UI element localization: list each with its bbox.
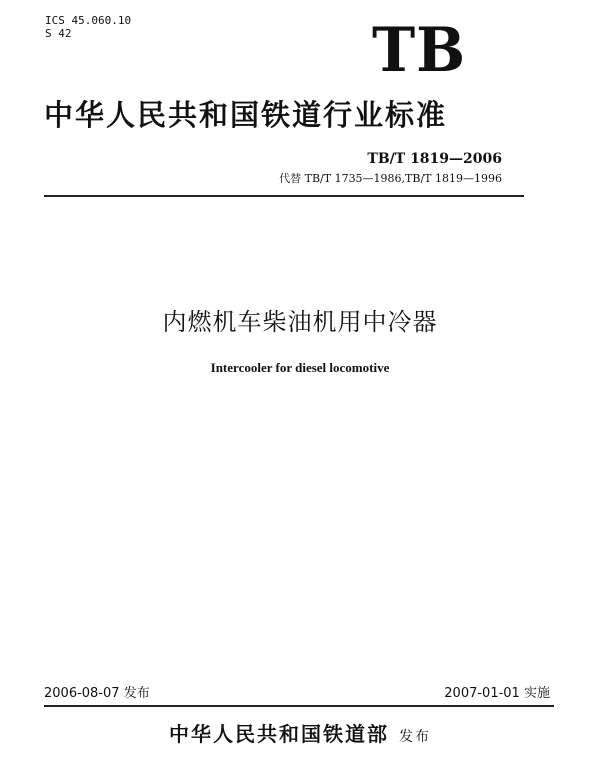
implement-label: 实施	[523, 686, 550, 701]
replaces-note: 代替 TB/T 1735—1986,TB/T 1819—1996	[279, 172, 502, 185]
ics-code: ICS 45.060.10	[45, 14, 132, 27]
document-title-cn: 内燃机车柴油机用中冷器	[162, 308, 438, 336]
implement-date-line	[444, 686, 550, 702]
publish-date: 2006-08-07	[44, 686, 120, 701]
publish-date-line	[44, 686, 150, 702]
issuer-line	[0, 722, 600, 749]
issuer-suffix: 发布	[399, 729, 431, 745]
ics-code-block	[45, 14, 131, 40]
document-title-en: Intercooler for diesel locomotive	[210, 360, 390, 375]
publish-label: 发布	[123, 686, 150, 701]
issuer-name: 中华人民共和国铁道部	[169, 722, 389, 746]
standard-number: TB/T 1819—2006	[367, 151, 502, 167]
bottom-divider	[44, 705, 554, 707]
standard-category-title: 中华人民共和国铁道行业标准	[44, 98, 448, 132]
top-divider	[44, 195, 524, 197]
ccs-code: S 42	[45, 27, 72, 40]
tb-logo: TB	[372, 14, 467, 86]
implement-date: 2007-01-01	[444, 686, 520, 701]
